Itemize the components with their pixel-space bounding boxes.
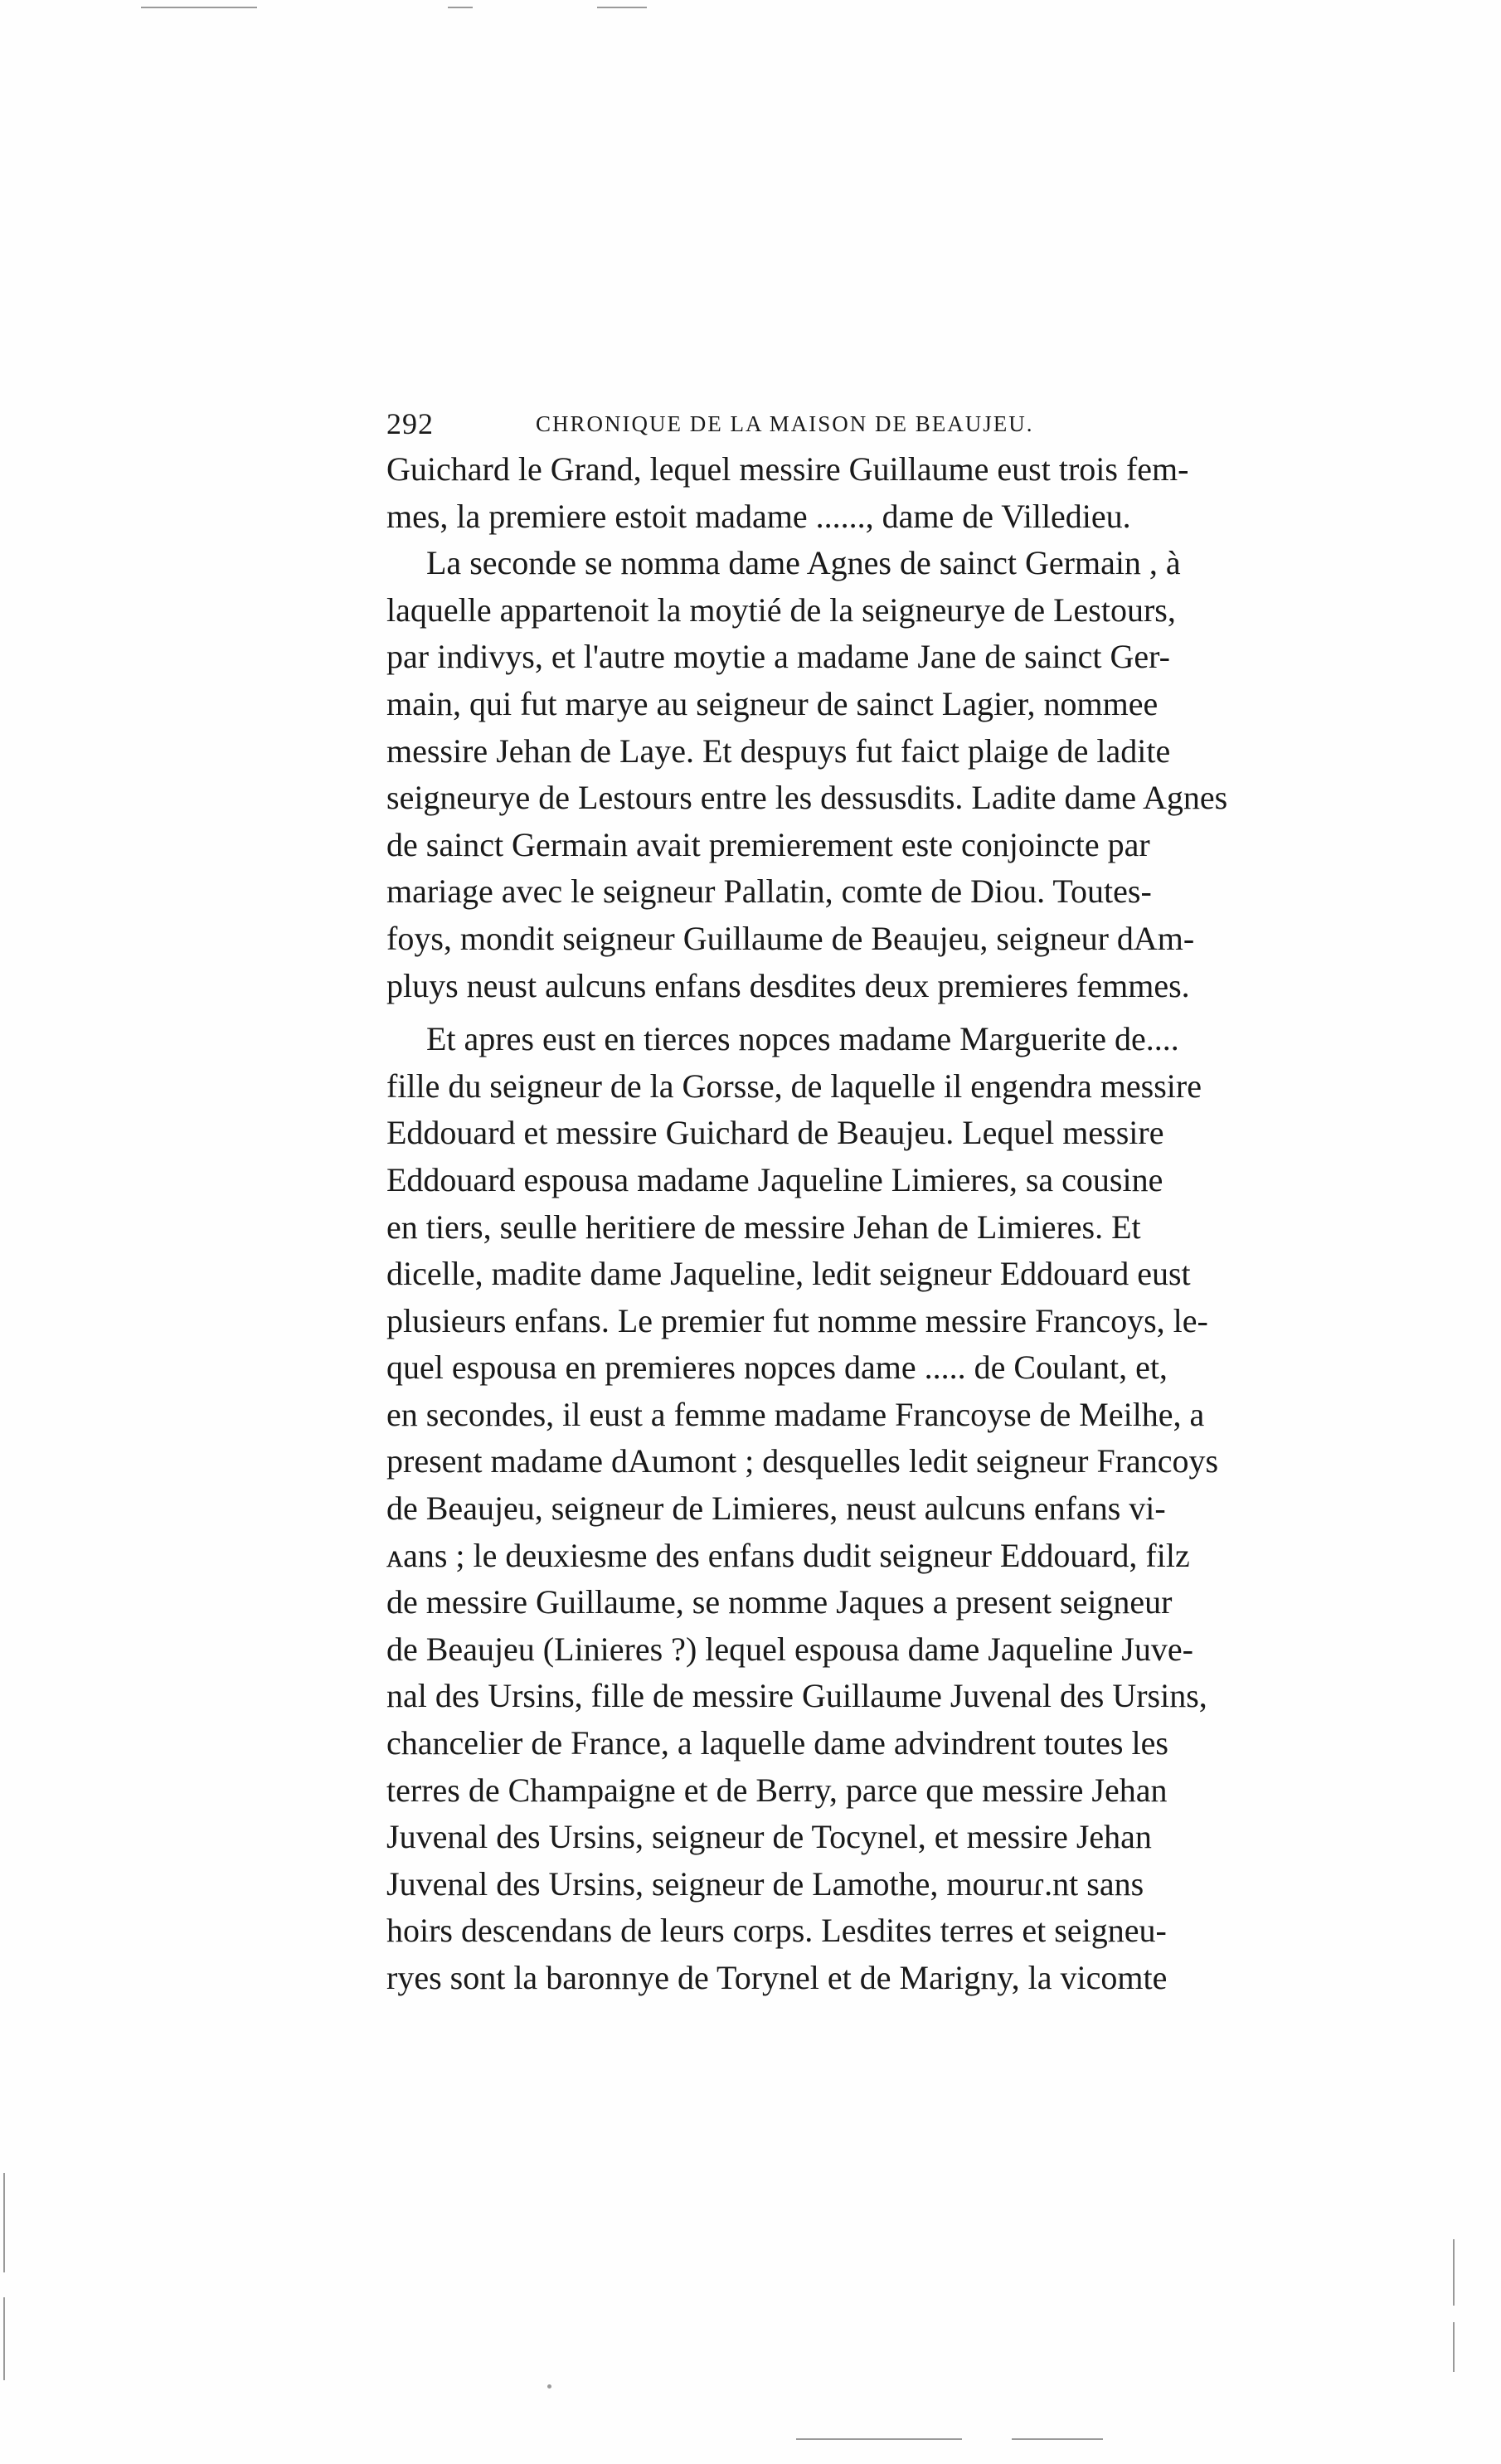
text-line: present madame dAumont ; desquelles ledit seigneur Francoys bbox=[386, 1442, 1219, 1480]
scan-artifact-left-margin bbox=[3, 2173, 5, 2272]
scan-artifact-top bbox=[141, 7, 257, 8]
text-line: hoirs descendans de leurs corps. Lesdites terres et seigneu- bbox=[386, 1912, 1167, 1950]
text-line: de Beaujeu, seigneur de Limieres, neust aulcuns enfans vi- bbox=[386, 1490, 1166, 1528]
text-line: foys, mondit seigneur Guillaume de Beaujeu, seigneur dAm- bbox=[386, 919, 1195, 957]
text-line: Eddouard et messire Guichard de Beaujeu. Lequel messire bbox=[386, 1114, 1164, 1152]
scan-artifact-bottom bbox=[796, 2438, 962, 2440]
text-line: Juvenal des Ursins, seigneur de Lamothe, mouruɾ.nt sans bbox=[386, 1864, 1144, 1903]
text-line: pluys neust aulcuns enfans desdites deux premieres femmes. bbox=[386, 966, 1190, 1004]
text-line: seigneurye de Lestours entre les dessusdits. Ladite dame Agnes bbox=[386, 779, 1228, 817]
text-line: Guichard le Grand, lequel messire Guillaume eust trois fem- bbox=[386, 450, 1189, 488]
text-line: chancelier de France, a laquelle dame advindrent toutes les bbox=[386, 1724, 1168, 1762]
text-line: messire Jehan de Laye. Et despuys fut faict plaige de ladite bbox=[386, 731, 1171, 770]
page-number: 292 bbox=[386, 407, 434, 440]
text-line: laquelle appartenoit la moytié de la seigneurye de Lestours, bbox=[386, 590, 1176, 629]
text-line: ᴀans ; le deuxiesme des enfans dudit seigneur Eddouard, filz bbox=[386, 1536, 1190, 1574]
scan-artifact-speck bbox=[547, 2384, 551, 2389]
text-line: terres de Champaigne et de Berry, parce que messire Jehan bbox=[386, 1771, 1168, 1809]
text-line: Juvenal des Ursins, seigneur de Tocynel, et messire Jehan bbox=[386, 1818, 1152, 1856]
running-head bbox=[386, 406, 1282, 440]
text-line: main, qui fut marye au seigneur de sainct Lagier, nommee bbox=[386, 684, 1159, 722]
text-line: dicelle, madite dame Jaqueline, ledit seigneur Eddouard eust bbox=[386, 1255, 1191, 1293]
scan-artifact-top bbox=[597, 7, 647, 8]
text-line: mes, la premiere estoit madame ......, dame de Villedieu. bbox=[386, 497, 1131, 535]
scan-artifact-left-margin bbox=[3, 2297, 5, 2380]
scan-artifact-right-margin bbox=[1453, 2322, 1455, 2372]
text-line: quel espousa en premieres nopces dame ..... de Coulant, et, bbox=[386, 1349, 1168, 1387]
text-line: de sainct Germain avait premierement este conjoincte par bbox=[386, 825, 1150, 863]
text-line: par indivys, et l'autre moytie a madame Jane de sainct Ger- bbox=[386, 638, 1170, 676]
text-line: fille du seigneur de la Gorsse, de laquelle il engendra messire bbox=[386, 1067, 1202, 1105]
text-line: ryes sont la baronnye de Torynel et de Marigny, la vicomte bbox=[386, 1959, 1168, 1996]
text-line: Et apres eust en tierces nopces madame Marguerite de.... bbox=[426, 1020, 1179, 1058]
text-line: en secondes, il eust a femme madame Francoyse de Meilhe, a bbox=[386, 1395, 1205, 1433]
text-line: plusieurs enfans. Le premier fut nomme messire Francoys, le- bbox=[386, 1301, 1208, 1339]
text-line: de Beaujeu (Linieres ?) lequel espousa dame Jaqueline Juve- bbox=[386, 1630, 1193, 1668]
text-line: mariage avec le seigneur Pallatin, comte de Diou. Toutes- bbox=[386, 872, 1152, 911]
scan-artifact-bottom bbox=[1012, 2438, 1103, 2440]
scan-artifact-top bbox=[448, 7, 473, 8]
body-text bbox=[386, 446, 1282, 2002]
text-line: Eddouard espousa madame Jaqueline Limieres, sa cousine bbox=[386, 1160, 1163, 1198]
text-line: de messire Guillaume, se nomme Jaques a present seigneur bbox=[386, 1583, 1173, 1621]
running-title: CHRONIQUE DE LA MAISON DE BEAUJEU. bbox=[536, 411, 1034, 436]
text-line: La seconde se nomma dame Agnes de sainct Germain , à bbox=[426, 544, 1181, 582]
text-line: nal des Ursins, fille de messire Guillaume Juvenal des Ursins, bbox=[386, 1677, 1207, 1715]
text-line: en tiers, seulle heritiere de messire Jehan de Limieres. Et bbox=[386, 1208, 1141, 1246]
scan-artifact-right-margin bbox=[1453, 2239, 1455, 2306]
